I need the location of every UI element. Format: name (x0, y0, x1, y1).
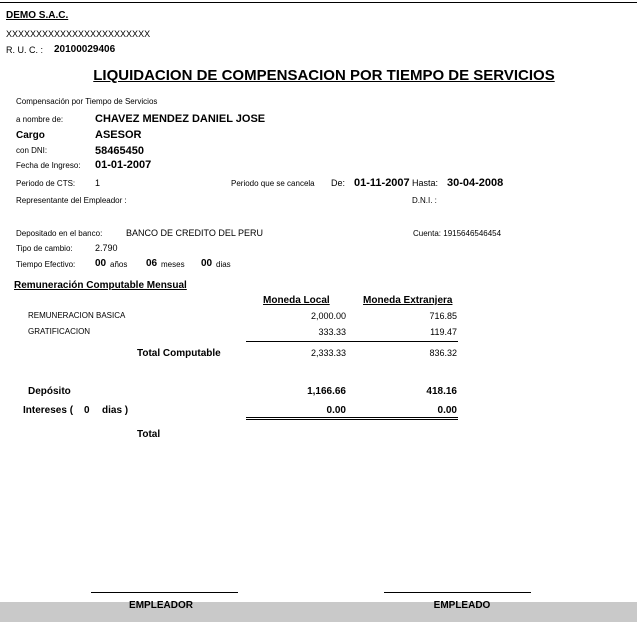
de-value: 01-11-2007 (354, 177, 410, 189)
employee-signature-line (384, 592, 531, 593)
intereses-suffix: dias ) (102, 405, 129, 416)
row-local-basica: 2,000.00 (310, 311, 346, 321)
tipo-cambio-value: 2.790 (95, 243, 118, 253)
anios-value: 00 (95, 258, 107, 269)
intro-text: Compensación por Tiempo de Servicios (16, 97, 158, 106)
company-name: DEMO S.A.C. (6, 10, 69, 21)
employee-name: CHAVEZ MENDEZ DANIEL JOSE (95, 113, 266, 125)
deposito-label: Depósito (28, 386, 71, 397)
rep-dni-label: D.N.I. : (412, 196, 437, 205)
rep-label: Representante del Empleador : (16, 196, 127, 205)
ingreso-value: 01-01-2007 (95, 159, 152, 171)
ruc-value: 20100029406 (54, 44, 116, 55)
cuenta-text: Cuenta: 1915646546454 (413, 229, 502, 238)
meses-value: 06 (146, 258, 158, 269)
row-label-basica: REMUNERACION BASICA (28, 311, 126, 320)
remuneracion-heading: Remuneración Computable Mensual (14, 280, 187, 291)
deposito-ext: 418.16 (426, 386, 457, 397)
ingreso-label: Fecha de Ingreso: (16, 161, 81, 170)
employer-signature-label: EMPLEADOR (129, 600, 193, 611)
intereses-ext: 0.00 (437, 405, 457, 416)
total-computable-ext: 836.32 (429, 348, 457, 358)
col-moneda-extranjera: Moneda Extranjera (363, 295, 453, 306)
hasta-value: 30-04-2008 (447, 177, 504, 189)
intereses-label: Intereses ( (23, 405, 74, 416)
row-local-gratificacion: 333.33 (318, 327, 346, 337)
dni-label: con DNI: (16, 146, 48, 155)
anios-label: años (110, 260, 128, 269)
de-label: De: (331, 178, 346, 188)
ruc-label: R. U. C. : (6, 45, 44, 55)
dias-label: dias (216, 260, 231, 269)
row-ext-gratificacion: 119.47 (430, 327, 457, 337)
tiempo-label: Tiempo Efectivo: (16, 260, 76, 269)
col-moneda-local: Moneda Local (263, 295, 330, 306)
total-label: Total (137, 429, 161, 440)
dni-value: 58465450 (95, 145, 144, 157)
name-label: a nombre de: (16, 115, 64, 124)
periodo-value: 1 (95, 178, 101, 188)
hasta-label: Hasta: (412, 178, 439, 188)
tipo-cambio-label: Tipo de cambio: (16, 244, 73, 253)
total-double-rule (246, 417, 458, 420)
total-computable-label: Total Computable (137, 348, 221, 359)
meses-label: meses (161, 260, 185, 269)
deposito-local: 1,166.66 (307, 386, 346, 397)
row-label-gratificacion: GRATIFICACION (28, 327, 91, 336)
dias-value: 00 (201, 258, 213, 269)
cargo-value: ASESOR (95, 129, 142, 141)
subtotal-rule (246, 341, 458, 342)
periodo-label: Periodo de CTS: (16, 179, 76, 188)
employee-signature-label: EMPLEADO (433, 600, 491, 611)
intereses-local: 0.00 (326, 405, 346, 416)
cancel-label: Periodo que se cancela (231, 179, 315, 188)
bank-label: Depositado en el banco: (16, 229, 103, 238)
cargo-label: Cargo (16, 130, 45, 141)
employer-signature-line (91, 592, 238, 593)
top-border (0, 2, 637, 3)
document-title: LIQUIDACION DE COMPENSACION POR TIEMPO DE SERVICIOS (93, 67, 555, 84)
bank-value: BANCO DE CREDITO DEL PERU (126, 228, 264, 238)
company-address: XXXXXXXXXXXXXXXXXXXXXXXX (6, 29, 151, 39)
total-computable-local: 2,333.33 (310, 348, 346, 358)
row-ext-basica: 716.85 (429, 311, 457, 321)
intereses-dias: 0 (84, 405, 90, 416)
